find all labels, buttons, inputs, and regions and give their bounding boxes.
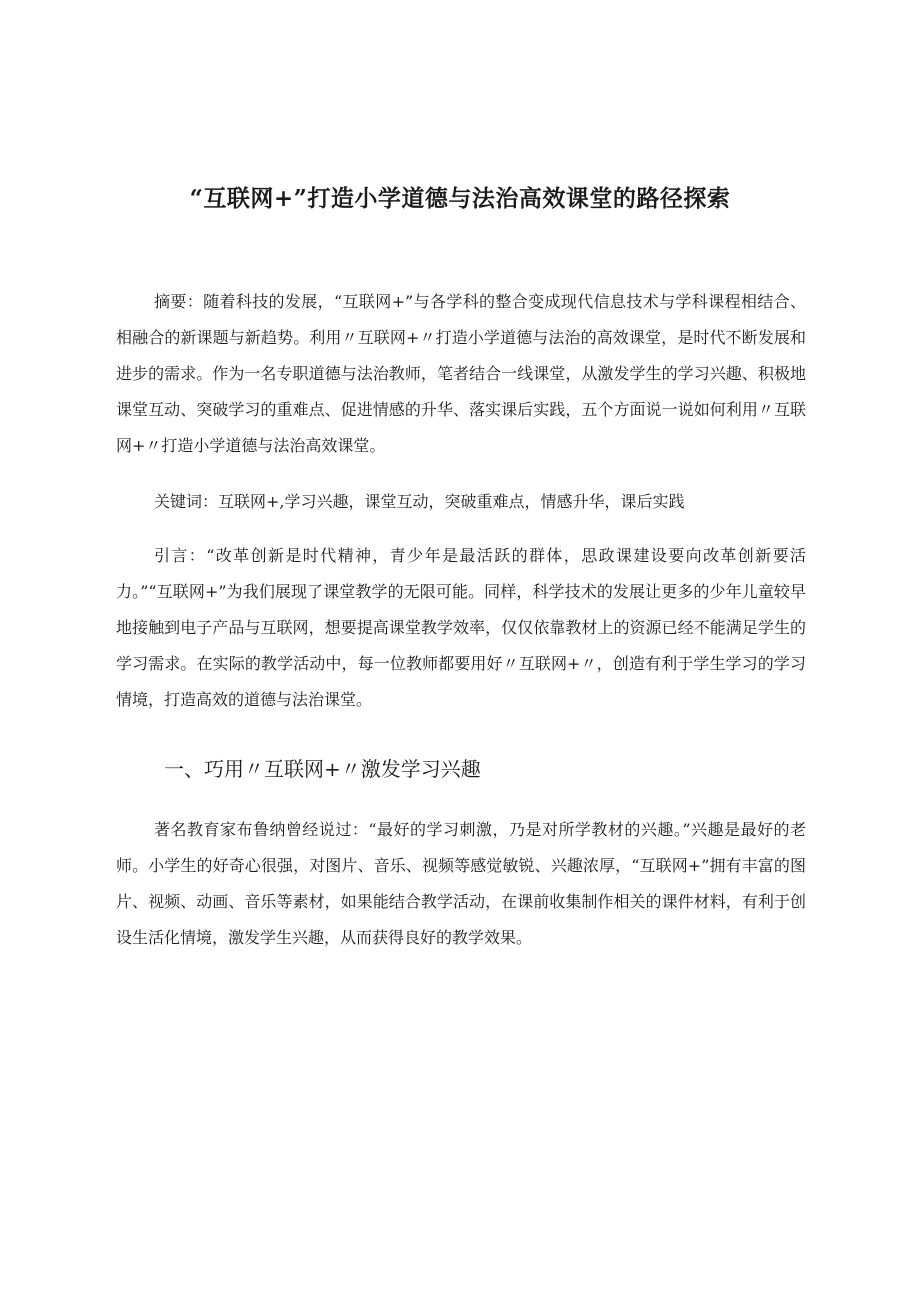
abstract-paragraph: 摘要：随着科技的发展，“互联网+”与各学科的整合变成现代信息技术与学科课程相结合、相融合的新课题与新趋势。利用〃互联网+〃打造小学道德与法治的高效课堂，是时代不断发展和进步的需求。作为一名专职道德与法治教师，笔者结合一线课堂，从激发学生的学习兴趣、积极地课堂互动、突破学习的重难点、促进情感的升华、落实课后实践，五个方面说一说如何利用〃互联网+〃打造小学道德与法治高效课堂。	[116, 292, 806, 455]
keywords-paragraph: 关键词：互联网+,学习兴趣，课堂互动，突破重难点，情感升华，课后实践	[154, 492, 685, 511]
document-title: “互联网+”打造小学道德与法治高效课堂的路径探索	[189, 185, 731, 213]
introduction-paragraph: 引言：“改革创新是时代精神，青少年是最活跃的群体，思政课建设要向改革创新要活力。”“互联网+”为我们展现了课堂教学的无限可能。同样，科学技术的发展让更多的少年儿童较早地接触到电子产品与互联网，想要提高课堂教学效率，仅仅依靠教材上的资源已经不能满足学生的学习需求。在实际的教学活动中，每一位教师都要用好〃互联网+〃，创造有利于学生学习的学习情境，打造高效的道德与法治课堂。	[116, 546, 806, 709]
section-1-heading: 一、巧用〃互联网+〃激发学习兴趣	[164, 757, 481, 781]
section-1-body: 著名教育家布鲁纳曾经说过：“最好的学习刺激，乃是对所学教材的兴趣。”兴趣是最好的老师。小学生的好奇心很强，对图片、音乐、视频等感觉敏锐、兴趣浓厚，“互联网+”拥有丰富的图片、视频、动画、音乐等素材，如果能结合教学活动，在课前收集制作相关的课件材料，有利于创设生活化情境，激发学生兴趣，从而获得良好的教学效果。	[116, 820, 806, 947]
